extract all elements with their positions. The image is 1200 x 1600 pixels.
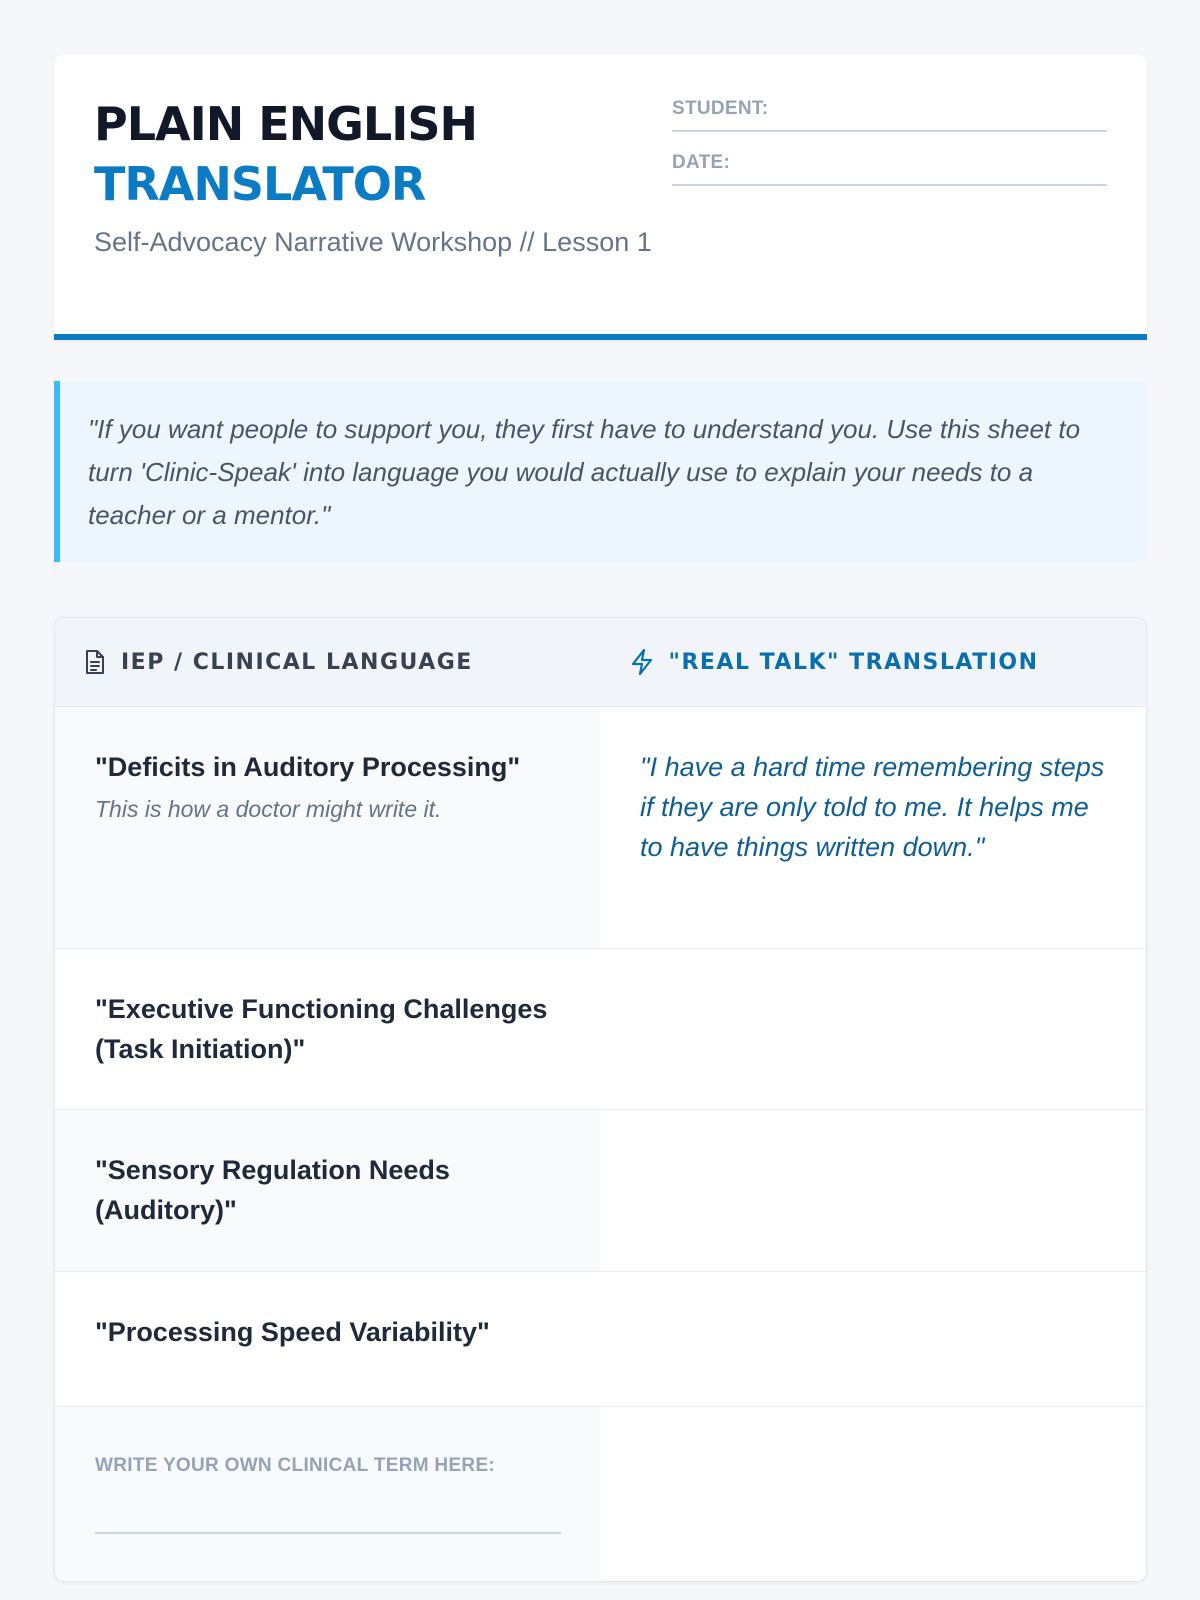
own-term-input-line[interactable] (95, 1532, 561, 1534)
lightning-icon (629, 648, 655, 676)
clinical-term-hint: This is how a doctor might write it. (95, 796, 442, 822)
page-title: PLAIN ENGLISH (94, 97, 477, 151)
student-name-field[interactable]: STUDENT: (672, 96, 1107, 132)
translation-cell[interactable] (600, 949, 1146, 1109)
translation-table (54, 617, 1147, 1582)
table-header (55, 618, 1146, 707)
column-header-clinical (55, 618, 601, 706)
clinical-term-cell (55, 949, 600, 1109)
document-icon (83, 649, 107, 675)
clinical-term: "Deficits in Auditory Processing" (95, 752, 521, 782)
page-subtitle: Self-Advocacy Narrative Workshop // Lesson 1 (94, 227, 652, 257)
page-title-accent: TRANSLATOR (94, 157, 426, 211)
translation-text: "I have a hard time remembering steps if they are only told to me. It helps me to have things written down." (640, 752, 1105, 862)
table-row (55, 1110, 1146, 1272)
title-block (94, 94, 674, 262)
clinical-term-cell (55, 1110, 600, 1271)
date-field[interactable]: DATE: (672, 150, 1107, 186)
intro-quote-text: "If you want people to support you, they first have to understand you. Use this sheet to turn 'Clinic-Speak' into language you would actually use to explain your needs to a teacher or a mentor." (88, 414, 1081, 530)
table-row (55, 949, 1146, 1110)
translation-cell[interactable] (600, 707, 1146, 948)
column-header-translation (601, 618, 1147, 706)
column-header-clinical-label: IEP / CLINICAL LANGUAGE (121, 649, 473, 675)
own-term-label: WRITE YOUR OWN CLINICAL TERM HERE: (95, 1455, 496, 1476)
table-row (55, 1407, 1146, 1582)
translation-cell[interactable] (600, 1407, 1146, 1582)
translation-cell[interactable] (600, 1272, 1146, 1406)
clinical-term: "Processing Speed Variability" (95, 1317, 490, 1347)
table-row (55, 1272, 1146, 1407)
clinical-term-cell (55, 1272, 600, 1406)
clinical-term: "Executive Functioning Challenges (Task Initiation)" (95, 994, 548, 1064)
own-term-cell (55, 1407, 600, 1582)
intro-quote (54, 381, 1147, 562)
student-info-fields (672, 96, 1107, 204)
translation-cell[interactable] (600, 1110, 1146, 1271)
worksheet-header (54, 54, 1147, 340)
table-row (55, 707, 1146, 949)
clinical-term-cell (55, 707, 600, 948)
column-header-translation-label: "REAL TALK" TRANSLATION (668, 649, 1039, 675)
clinical-term: "Sensory Regulation Needs (Auditory)" (95, 1155, 450, 1225)
